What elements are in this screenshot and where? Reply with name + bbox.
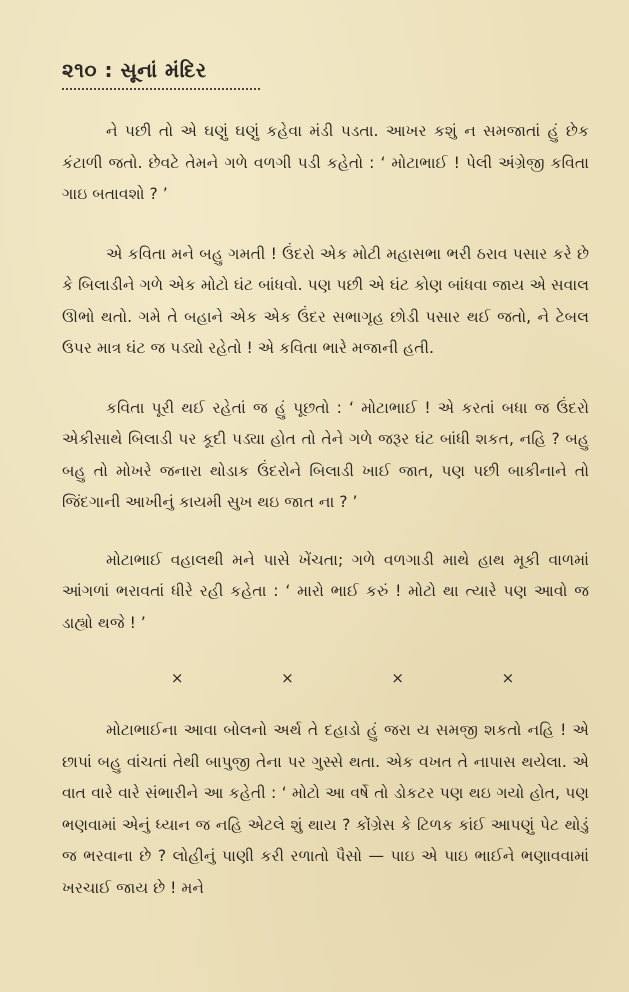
paragraph-1: ને પછી તો એ ઘણું ઘણું કહેવા મંડી પડતા. આખર કશું ન સમજાતાં હું છેક કંટાળી જતો. છેવટે તેમને ગળે વળગી પડી કહેતો : ‘ મોટાભાઈ ! પેલી અંગ્રેજી કવિતા ગાઇ બતાવશો ? ’: [62, 122, 589, 203]
running-head: ૨૧૦ : સૂનાં મંદિર: [62, 58, 207, 82]
separator-mark: ×: [281, 669, 294, 687]
page-header: [62, 56, 589, 90]
separator-mark: ×: [391, 669, 404, 687]
paragraph-2: એ કવિતા મને બહુ ગમતી ! ઉંદરો એક મોટી મહાસભા ભરી ઠરાવ પસાર કરે છે કે બિલાડીને ગળે એક મોટો ઘંટ બાંધવો. પણ પછી એ ઘંટ કોણ બાંધવા જાય એ સવાલ ઊભો થતો. ગમે તે બહાને એક એક ઉંદર સભાગૃહ છોડી પસાર થઈ જતો, ને ટેબલ ઉપર માત્ર ઘંટ જ પડ્યો રહેતો ! એ કવિતા ભારે મજાની હતી.: [62, 244, 589, 357]
separator-mark: ×: [170, 669, 184, 687]
separator-mark: ×: [501, 669, 515, 687]
dotted-rule: [62, 88, 260, 90]
paragraph-5: મોટાભાઈના આવા બોલનો અર્થ તે દહાડો હું જરા ય સમજી શકતો નહિ ! એ છાપાં બહુ વાંચતાં તેથી બાપુજી તેના પર ગુસ્સે થતા. એક વખત તે નાપાસ થયેલા. એ વાત વારે વારે સંભારીને આ કહેતી : ‘ મોટો આ વર્ષે તો ડોકટર પણ થઇ ગયો હોત, પણ ભણવામાં એનું ધ્યાન જ નહિ એટલે શું થાય ? કોંગ્રેસ કે ટિળક કાંઈ આપણું પેટ થોડું જ ભરવાના છે ? લોહીનું પાણી કરી રળાતો પૈસો — પાઇ એ પાઇ ભાઈને ભણાવવામાં ખરચાઈ જાય છે ! મને: [62, 721, 589, 897]
section-separator: [62, 669, 589, 687]
paragraph-4: મોટાભાઈ વહાલથી મને પાસે ખેંચતા; ગળે વળગાડી માથે હાથ મૂકી વાળમાં આંગળાં ભરાવતાં ધીરે રહી કહેતા : ‘ મારો ભાઈ કરું ! મોટો થા ત્યારે પણ આવો જ ડાહ્યો થજે ! ’: [62, 550, 589, 632]
paragraph-3: કવિતા પૂરી થઈ રહેતાં જ હું પૂછતો : ‘ મોટાભાઈ ! એ કરતાં બધા જ ઉંદરો એકીસાથે બિલાડી પર કૂદી પડ્યા હોત તો તેને ગળે જરૂર ઘંટ બાંધી શકત, નહિ ? બહુ બહુ તો મોખરે જનારા થોડાક ઉંદરોને બિલાડી ખાઈ જાત, પણ પછી બાકીનાને તો જિંદગાની આખીનું કાયમી સુખ થઇ જાત ના ? ’: [62, 398, 589, 511]
